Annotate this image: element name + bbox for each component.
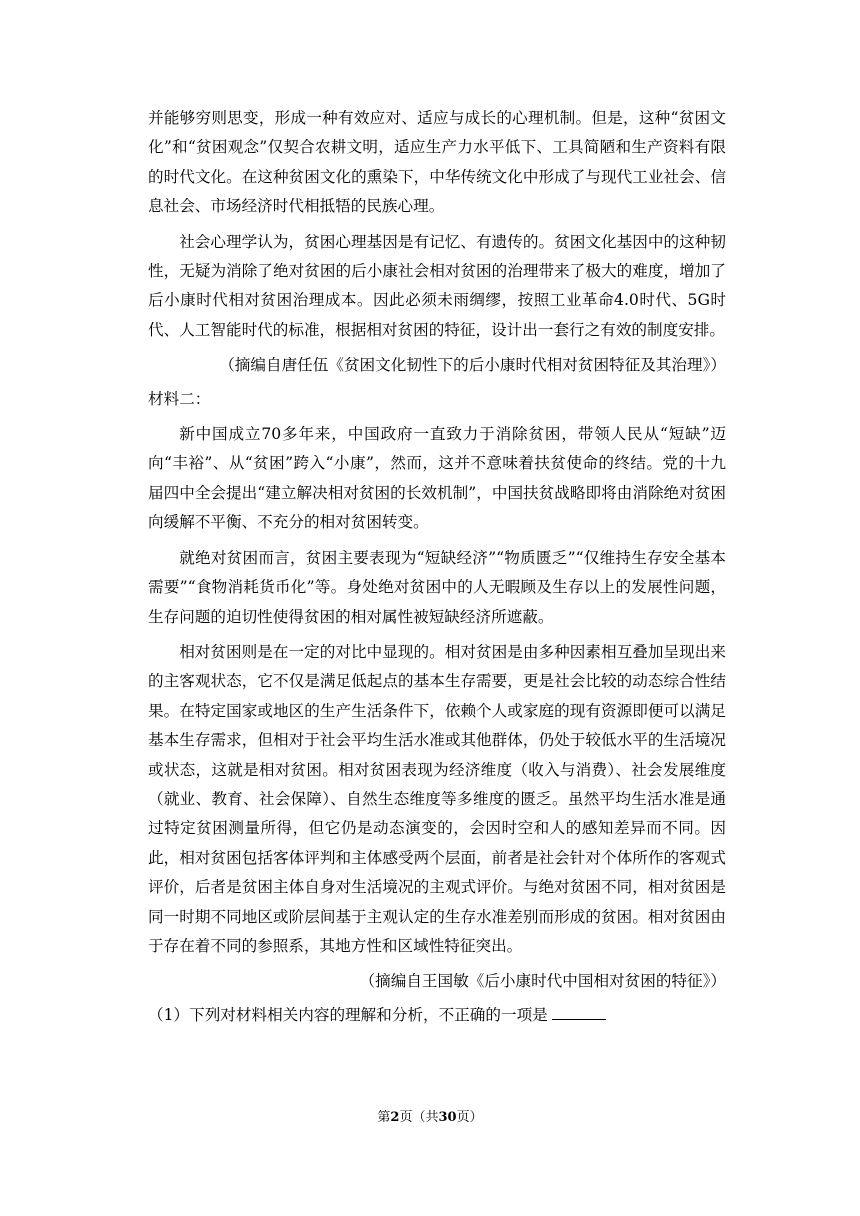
paragraph-continuation: 并能够穷则思变，形成一种有效应对、适应与成长的心理机制。但是，这种“贫困文化”和“贫困观念”仅契合农耕文明，适应生产力水平低下、工具简陋和生产资料有限的时代文化。在这种贫困文化的熏染下，中华传统文化中形成了与现代工业社会、信息社会、市场经济时代相抵牾的民族心理。 [148, 109, 726, 216]
question-1-text: （1）下列对材料相关内容的理解和分析，不正确的一项是 [148, 1005, 548, 1024]
answer-blank[interactable] [552, 1003, 606, 1020]
source-citation-2: （摘编自王国敏《后小康时代中国相对贫困的特征》） [359, 972, 726, 991]
source-citation-1: （摘编自唐任伍《贫困文化韧性下的后小康时代相对贫困特征及其治理》） [219, 356, 726, 375]
footer-suffix: 页） [456, 1110, 483, 1125]
page-footer [0, 1109, 860, 1127]
paragraph-new-china: 新中国成立70多年来，中国政府一直致力于消除贫困，带领人民从“短缺”迈向“丰裕”、从“贫困”跨入“小康”，然而，这并不意味着扶贫使命的终结。党的十九届四中全会提出“建立解决相对贫困的长效机制”，中国扶贫战略即将由消除绝对贫困向缓解不平衡、不充分的相对贫困转变。 [148, 425, 726, 532]
paragraph-social-psychology: 社会心理学认为，贫困心理基因是有记忆、有遗传的。贫困文化基因中的这种韧性，无疑为消除了绝对贫困的后小康社会相对贫困的治理带来了极大的难度，增加了后小康时代相对贫困治理成本。因此必须未雨绸缪，按照工业革命4.0时代、5G时代、人工智能时代的标准，根据相对贫困的特征，设计出一套行之有效的制度安排。 [148, 232, 726, 339]
footer-page-number: 2 [390, 1110, 400, 1125]
paragraph-relative-poverty: 相对贫困则是在一定的对比中显现的。相对贫困是由多种因素相互叠加呈现出来的主客观状态，它不仅是满足低起点的基本生存需要，更是社会比较的动态综合性结果。在特定国家或地区的生产生活条件下，依赖个人或家庭的现有资源即便可以满足基本生存需求，但相对于社会平均生活水准或其他群体，仍处于较低水平的生活境况或状态，这就是相对贫困。相对贫困表现为经济维度（收入与消费）、社会发展维度（就业、教育、社会保障）、自然生态维度等多维度的匮乏。虽然平均生活水准是通过特定贫困测量所得，但它仍是动态演变的，会因时空和人的感知差异而不同。因此，相对贫困包括客体评判和主体感受两个层面，前者是社会针对个体所作的客观式评价，后者是贫困主体自身对生活境况的主观式评价。与绝对贫困不同，相对贫困是同一时期不同地区或阶层间基于主观认定的生存水准差别而形成的贫困。相对贫困由于存在着不同的参照系，其地方性和区域性特征突出。 [148, 642, 726, 955]
footer-total-pages: 30 [438, 1110, 457, 1125]
footer-middle: 页（共 [399, 1110, 439, 1125]
question-1 [148, 1001, 726, 1030]
paragraph-absolute-poverty: 就绝对贫困而言，贫困主要表现为“短缺经济”“物质匮乏”“仅维持生存安全基本需要”“食物消耗货币化”等。身处绝对贫困中的人无暇顾及生存以上的发展性问题，生存问题的迫切性使得贫困的相对属性被短缺经济所遮蔽。 [148, 548, 726, 626]
article-body [148, 104, 726, 1030]
footer-prefix: 第 [377, 1110, 391, 1125]
material-two-label: 材料二： [148, 389, 211, 408]
